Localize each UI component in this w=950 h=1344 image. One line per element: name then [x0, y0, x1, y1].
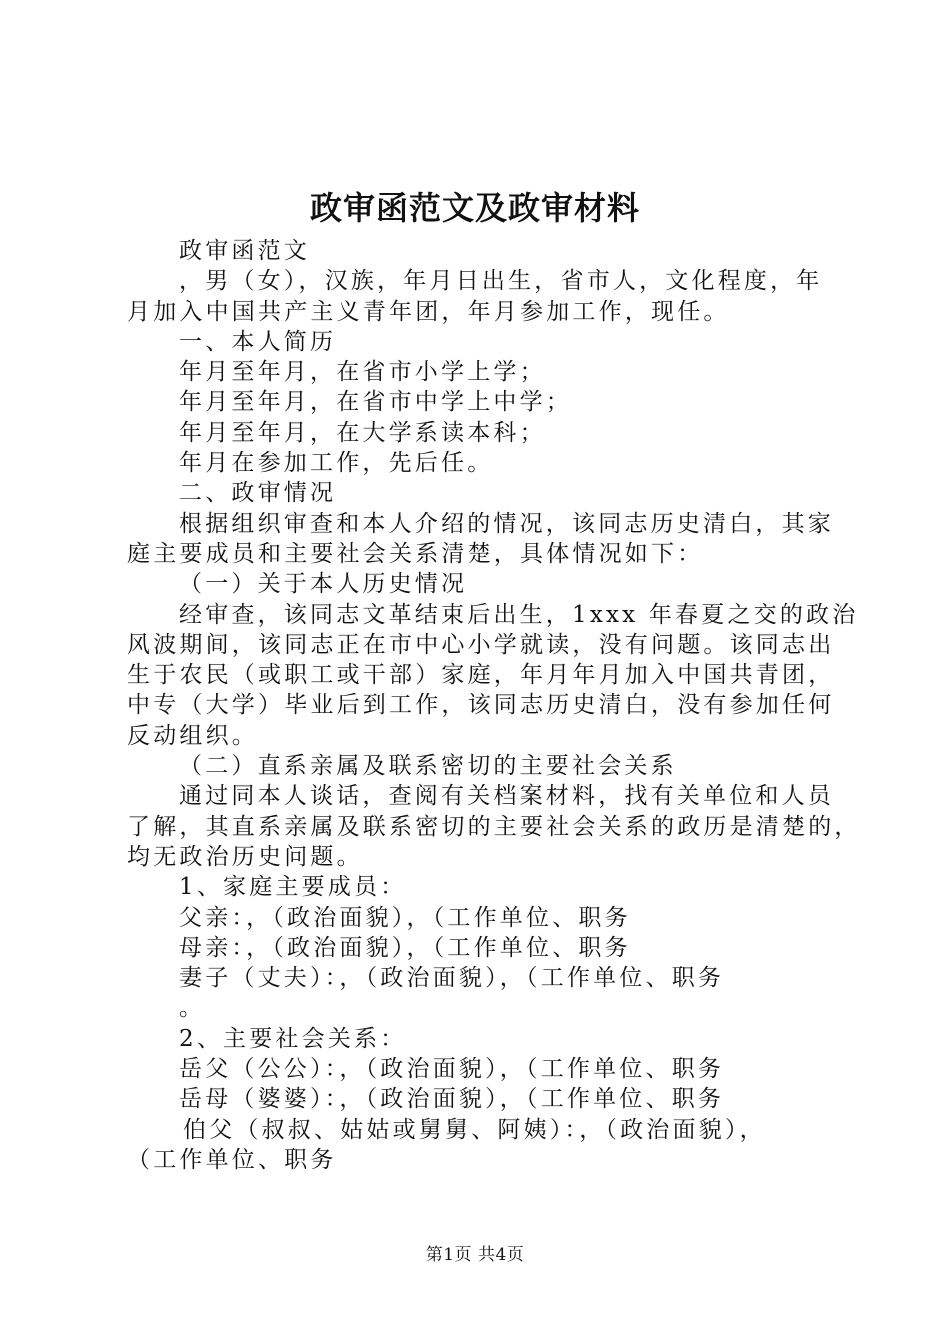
- document-title: 政审函范文及政审材料: [309, 189, 640, 227]
- subtitle-line: 政审函范文: [179, 238, 310, 264]
- list-item: 父亲：，（政治面貌），（工作单位、职务: [179, 904, 631, 931]
- subsection-heading: （二）直系亲属及联系密切的主要社会关系: [179, 753, 677, 780]
- paragraph-line: 均无政治历史问题。: [127, 843, 363, 870]
- paragraph-line: 中专（大学）毕业后到工作，该同志历史清白，没有参加任何: [127, 692, 835, 719]
- list-item: 年月至年月，在省市中学上中学；: [179, 389, 572, 416]
- subsection-heading: （一）关于本人历史情况: [179, 571, 468, 598]
- list-item: （工作单位、职务: [127, 1146, 337, 1173]
- section-heading: 二、政审情况: [179, 480, 337, 507]
- list-item: 年月至年月，在大学系读本科；: [179, 419, 546, 446]
- list-item: 伯父（叔叔、姑姑或舅舅、阿姨）：，（政治面貌），: [183, 1116, 766, 1143]
- list-item: 。: [179, 995, 206, 1022]
- paragraph-line: 风波期间，该同志正在市中心小学就读，没有问题。该同志出: [127, 631, 835, 658]
- page-footer: 第1页 共4页: [425, 1245, 525, 1265]
- paragraph-line: 根据组织审查和本人介绍的情况，该同志历史清白，其家: [179, 510, 834, 537]
- paragraph-line: 了解，其直系亲属及联系密切的主要社会关系的政历是清楚的，: [127, 813, 861, 840]
- paragraph-line: 通过同本人谈话，查阅有关档案材料，找有关单位和人员: [179, 783, 834, 810]
- list-item: 母亲：，（政治面貌），（工作单位、职务: [179, 934, 631, 961]
- paragraph-line: 反动组织。: [127, 722, 258, 749]
- list-item: 妻子（丈夫）：，（政治面貌），（工作单位、职务: [179, 965, 725, 992]
- paragraph-line: 生于农民（或职工或干部）家庭，年月年月加入中国共青团，: [127, 662, 835, 689]
- list-heading: 1、家庭主要成员：: [179, 874, 407, 901]
- paragraph-line: ，男（女），汉族，年月日出生，省市人，文化程度，年: [179, 268, 823, 295]
- list-item: 岳父（公公）：，（政治面貌），（工作单位、职务: [179, 1056, 725, 1083]
- paragraph-line: 经审查，该同志文革结束后出生，1xxx 年春夏之交的政治: [179, 601, 859, 628]
- list-item: 年月至年月，在省市小学上学；: [179, 359, 546, 386]
- list-item: 岳母（婆婆）：，（政治面貌），（工作单位、职务: [179, 1086, 725, 1113]
- section-heading: 一、本人简历: [179, 328, 337, 355]
- paragraph-line: 庭主要成员和主要社会关系清楚，具体情况如下：: [127, 540, 704, 567]
- list-heading: 2、主要社会关系：: [179, 1025, 407, 1052]
- paragraph-line: 月加入中国共产主义青年团，年月参加工作，现任。: [127, 298, 730, 325]
- document-body: [127, 236, 861, 1175]
- list-item: 年月在参加工作，先后任。: [179, 450, 494, 477]
